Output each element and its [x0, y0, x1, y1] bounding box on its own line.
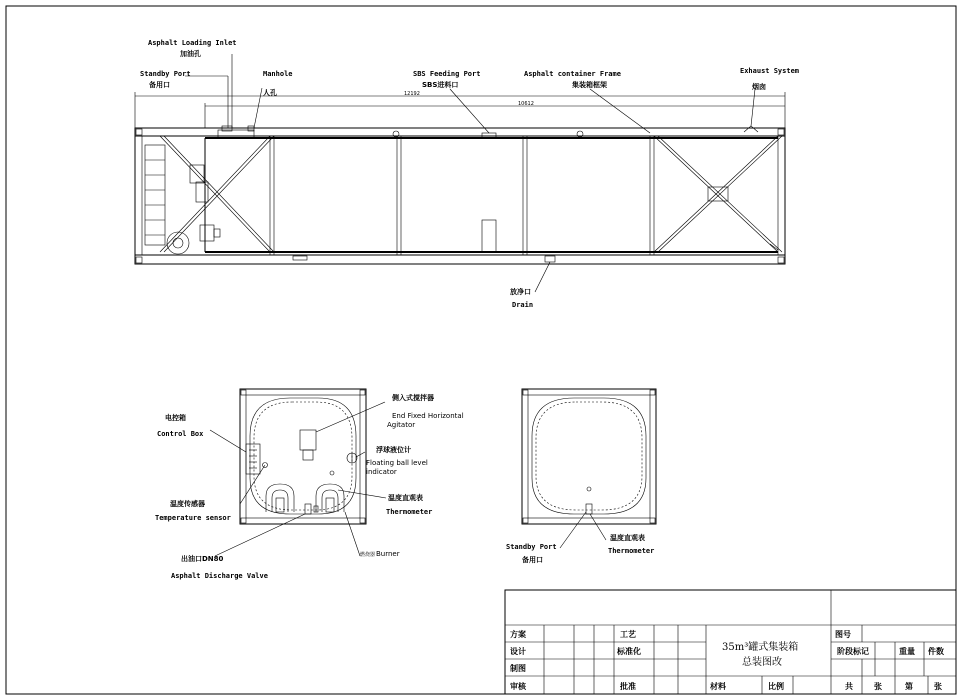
label-float-line2: indicator: [366, 468, 397, 476]
label-sbs-feeding-port: SBS Feeding Port: [413, 70, 481, 78]
label-discharge-cn: 出油口DN80: [181, 555, 224, 563]
label-asphalt-loading-inlet-cn: 加油孔: [180, 50, 201, 58]
label-burner: Burner: [376, 550, 400, 558]
label-asphalt-loading-inlet: Asphalt Loading Inlet: [148, 39, 237, 47]
label-exhaust-system: Exhaust System: [740, 67, 800, 75]
label-asphalt-container-frame: Asphalt container Frame: [524, 70, 621, 78]
label-sbs-feeding-port-cn: SBS进料口: [422, 81, 459, 89]
label-manhole: Manhole: [263, 70, 293, 78]
tb-scheme: 方案: [510, 630, 526, 639]
drain-side: [545, 256, 555, 262]
label-float-cn: 浮球液位计: [376, 446, 411, 454]
label-drain: Drain: [512, 301, 534, 309]
exhaust-side: [744, 126, 758, 132]
dimension-inner: 10612: [518, 101, 534, 107]
label-drain-cn: 放净口: [510, 288, 531, 296]
label-temp-sensor: Temperature sensor: [155, 514, 231, 522]
tb-scale: 比例: [768, 682, 784, 691]
tb-page: 第: [905, 682, 913, 691]
label-asphalt-container-frame-cn: 集装箱框架: [572, 81, 607, 89]
tb-review: 审核: [510, 682, 526, 691]
label-standby-port-2-cn: 备用口: [522, 556, 543, 564]
label-standby-port: Standby Port: [140, 70, 191, 78]
tb-title-line2: 总装图改: [742, 657, 782, 668]
label-discharge: Asphalt Discharge Valve: [171, 572, 268, 580]
label-exhaust-system-cn: 烟囱: [752, 83, 766, 91]
tb-drawing-no: 图号: [835, 630, 851, 639]
label-agitator-line2: Agitator: [387, 421, 416, 429]
tb-sheet2: 张: [934, 682, 942, 691]
label-agitator-cn: 侧入式搅拌器: [392, 394, 434, 402]
side-elevation: [135, 54, 785, 292]
label-thermometer: Thermometer: [386, 508, 433, 516]
end-view-plain: [522, 389, 656, 548]
tb-sheets: 张: [874, 682, 882, 691]
label-manhole-cn: 人孔: [263, 89, 277, 97]
tb-drafting: 制图: [510, 664, 526, 673]
tb-design: 设计: [510, 647, 526, 656]
tb-weight: 重量: [899, 647, 915, 656]
tb-qty: 件数: [928, 647, 944, 656]
callout-labels: [140, 39, 799, 580]
label-thermometer-2-cn: 温度直观表: [610, 534, 645, 542]
drawing-border: [6, 6, 956, 694]
end-view-equipment: [210, 389, 386, 556]
label-thermometer-cn: 温度直观表: [388, 494, 423, 502]
agitator: [300, 430, 316, 450]
title-block: [505, 590, 956, 694]
tb-approve: 批准: [620, 682, 636, 691]
label-standby-port-cn: 备用口: [149, 81, 170, 89]
label-temp-sensor-cn: 温度传感器: [170, 500, 205, 508]
label-control-box: Control Box: [157, 430, 204, 438]
tb-title-line1: 35m³罐式集装箱: [722, 642, 799, 653]
label-standby-port-2: Standby Port: [506, 543, 557, 551]
tb-standardization: 标准化: [617, 647, 641, 656]
tb-process: 工艺: [620, 630, 636, 639]
label-control-box-cn: 电控箱: [165, 414, 186, 422]
tb-stage: 阶段标记: [837, 647, 869, 656]
control-box: [246, 444, 260, 474]
label-thermometer-2: Thermometer: [608, 547, 655, 555]
tb-total: 共: [845, 682, 853, 691]
dimension-outer: 12192: [404, 91, 420, 97]
label-float-line1: Floating ball level: [366, 459, 428, 467]
label-burner-cn: 燃烧器: [360, 552, 376, 558]
tb-material: 材料: [710, 682, 726, 691]
label-agitator-line1: End Fixed Horizontal: [392, 412, 464, 420]
